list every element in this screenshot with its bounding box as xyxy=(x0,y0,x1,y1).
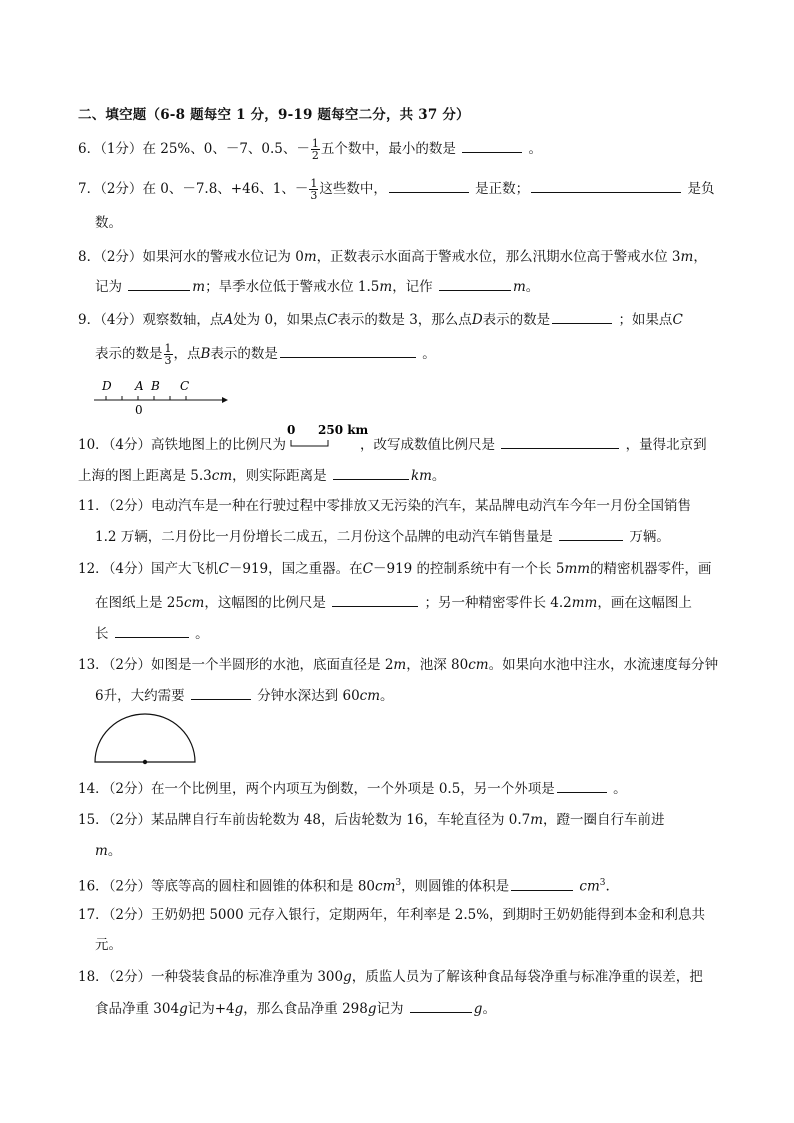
question-14: 14．（2分）在一个比例里，两个内项互为倒数，一个外项是 0.5，另一个外项是 。 xyxy=(78,781,627,797)
number-line-figure xyxy=(90,374,230,416)
center-point xyxy=(143,760,147,764)
question-9: 9．（4分）观察数轴，点A处为 0，如果点C表示的数是 3，那么点D表示的数是 ；如果点C xyxy=(78,312,683,328)
question-10-line-2: 上海的图上距离是 5.3cm，则实际距离是 km。 xyxy=(78,468,446,484)
question-11: 11．（2分）电动汽车是一种在行驶过程中零排放又无污染的汽车，某品牌电动汽车今年一月份全国销售 xyxy=(78,498,692,514)
question-15: 15．（2分）某品牌自行车前齿轮数为 48，后齿轮数为 16，车轮直径为 0.7m，蹬一圈自行车前进 xyxy=(78,812,665,828)
question-6: 6．（1分）在 25%、0、－7、0.5、－ $\frac{1}{2}$ 五个数中，最小的数是 。 xyxy=(78,137,542,162)
question-12-line-3: 长 。 xyxy=(95,626,209,642)
points: （1分） xyxy=(100,141,143,157)
label-a: A xyxy=(135,379,144,393)
scale-km: 250 km xyxy=(318,423,368,437)
question-17-line-2: 元。 xyxy=(95,937,122,953)
label-b: B xyxy=(151,379,160,393)
question-18-line-2: 食品净重 304g记为+4g，那么食品净重 298g记为 g。 xyxy=(95,1001,496,1017)
answer-blank[interactable] xyxy=(410,999,472,1013)
label-c: C xyxy=(180,379,190,393)
question-16: 16．（2分）等底等高的圆柱和圆锥的体积和是 $80cm^3$，则圆锥的体积是 $cm^3$. xyxy=(78,878,610,895)
question-17: 17．（2分）王奶奶把 5000 元存入银行，定期两年，年利率是 2.5%，到期时王奶奶能得到本金和利息共 xyxy=(78,907,706,923)
question-13-line-2: 6升，大约需要 分钟水深达到 60cm。 xyxy=(95,688,394,704)
question-9-line-2: 表示的数是 $\frac{1}{3}$ ，点B表示的数是 。 xyxy=(95,342,436,367)
scale-zero: 0 xyxy=(287,423,296,437)
question-15-line-2: m。 xyxy=(95,843,122,859)
answer-blank[interactable] xyxy=(333,466,409,480)
answer-blank[interactable] xyxy=(280,344,416,358)
answer-blank[interactable] xyxy=(531,179,681,193)
label-zero: 0 xyxy=(135,403,143,416)
answer-blank[interactable] xyxy=(128,277,190,291)
question-number: 6． xyxy=(78,141,101,157)
fraction: $\frac{1}{3}$ xyxy=(164,342,172,367)
question-10: 10．（4分）高铁地图上的比例尺为 ，改写成数值比例尺是 ，量得北京到 xyxy=(78,437,707,453)
answer-blank[interactable] xyxy=(559,527,623,541)
answer-blank[interactable] xyxy=(462,139,522,153)
fraction: $\frac{1}{3}$ xyxy=(310,177,318,202)
semicircle-shape xyxy=(95,714,195,762)
answer-blank[interactable] xyxy=(115,624,189,638)
question-8-line-2: 记为 m；旱季水位低于警戒水位 1.5m，记作 m。 xyxy=(95,279,540,295)
section-title: 二、填空题（6-8 题每空 1 分，9-19 题每空二分，共 37 分） xyxy=(78,107,470,123)
question-12: 12．（4分）国产大飞机C－919，国之重器。在C－919 的控制系统中有一个长 5mm的精密机器零件，画 xyxy=(78,561,712,577)
answer-blank[interactable] xyxy=(501,435,619,449)
semicircle-pool-figure xyxy=(92,710,198,766)
question-11-line-2: 1.2 万辆，二月份比一月份增长二成五，二月份这个品牌的电动汽车销售量是 万辆。 xyxy=(95,529,670,545)
question-7-line-2: 数。 xyxy=(95,215,122,231)
scale-bar xyxy=(286,422,368,450)
answer-blank[interactable] xyxy=(332,593,418,607)
fraction: $\frac{1}{2}$ xyxy=(311,137,319,162)
answer-blank[interactable] xyxy=(552,310,612,324)
answer-blank[interactable] xyxy=(389,179,469,193)
question-18: 18．（2分）一种袋装食品的标准净重为 300g，质监人员为了解该种食品每袋净重与标准净重的误差，把 xyxy=(78,969,703,985)
label-d: D xyxy=(102,379,112,393)
answer-blank[interactable] xyxy=(439,277,511,291)
answer-blank[interactable] xyxy=(191,686,251,700)
question-13: 13．（2分）如图是一个半圆形的水池，底面直径是 2m，池深 80cm。如果向水池中注水，水流速度每分钟 xyxy=(78,657,719,673)
arrow-head xyxy=(222,397,228,403)
question-7: 7．（2分）在 0、－7.8、+46、1、－ $\frac{1}{3}$ 这些数中， 是正数； 是负 xyxy=(78,177,715,202)
answer-blank[interactable] xyxy=(511,877,573,891)
question-12-line-2: 在图纸上是 25cm，这幅图的比例尺是 ；另一种精密零件长 4.2mm，画在这幅图上 xyxy=(95,595,692,611)
answer-blank[interactable] xyxy=(557,779,607,793)
question-8: 8．（2分）如果河水的警戒水位记为 0m，正数表示水面高于警戒水位，那么汛期水位高于警戒水位 3m， xyxy=(78,249,707,265)
